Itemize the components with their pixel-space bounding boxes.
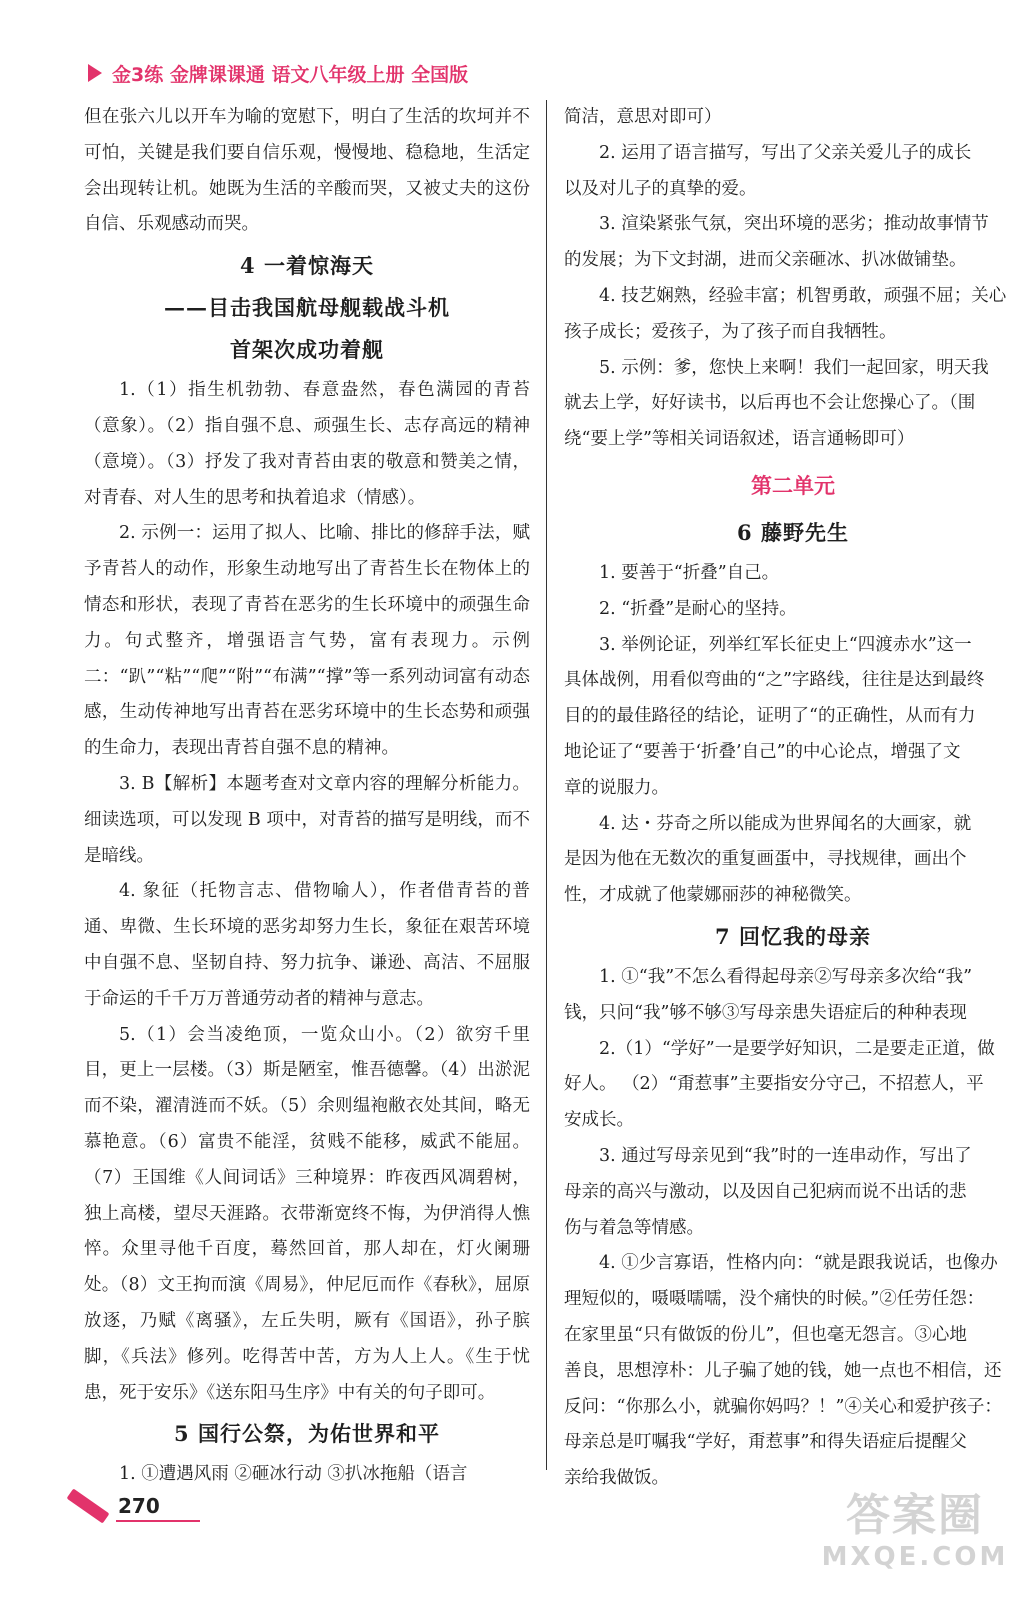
answer-paragraph: 3. 渲染紧张气氛，突出环境的恶劣；推动故事情节 [599, 214, 989, 235]
answer-paragraph: 母亲总是叮嘱我“学好，甭惹事”和得失语症后提醒父 [564, 1432, 967, 1453]
answer-paragraph: 4. 象征（托物言志、借物喻人），作者借青苔的普通、卑微、生长环境的恶劣却努力生长，象征在艰苦环境中自强不息、坚韧自持、努力抗争、谦逊、高洁、不屈服于命运的千千万万普通劳动者的精神与意志。 [84, 881, 530, 1009]
site-watermark [820, 1490, 1010, 1590]
answer-paragraph: 4. 技艺娴熟，经验丰富；机智勇敢，顽强不屈；关心 [599, 285, 1007, 306]
unit-heading: 第二单元 [751, 473, 835, 498]
answer-paragraph: 2. 运用了语言描写，写出了父亲关爱儿子的成长 [599, 142, 972, 163]
running-header [88, 56, 468, 90]
answer-paragraph: 5. 示例：爹，您快上来啊！我们一起回家，明天我 [599, 357, 989, 378]
answer-paragraph: 1. ①遭遇风雨 ②砸冰行动 ③扒冰拖船（语言 [119, 1464, 468, 1485]
section-heading: 6 藤野先生 [737, 519, 849, 545]
answer-paragraph: 4. 达・芬奇之所以能成为世界闻名的大画家，就 [599, 813, 972, 834]
answer-paragraph: 目的的最佳路径的结论，证明了“的正确性，从而有力 [564, 706, 976, 727]
answer-paragraph: 3. B【解析】本题考查对文章内容的理解分析能力。细读选项，可以发现 B 项中，对青苔的描写是明线，而不是暗线。 [84, 773, 530, 866]
right-column [564, 100, 1022, 1520]
answer-paragraph: 2. 示例一：运用了拟人、比喻、排比的修辞手法，赋予青苔人的动作，形象生动地写出了青苔生长在物体上的情态和形状，表现了青苔在恶劣的生长环境中的顽强生命力。句式整齐，增强语言气势，富有表现力。示例二：“趴”“粘”“爬”“附”“布满”“撑”等一系列动词富有动态感，生动传神地写出青苔在恶劣环境中的生长态势和顽强的生命力，表现出青苔自强不息的精神。 [84, 523, 530, 759]
answer-paragraph: 安成长。 [564, 1110, 634, 1131]
answer-paragraph: 简洁，意思对即可） [564, 107, 722, 127]
answer-paragraph: 4. ①少言寡语，性格内向：“就是跟我说话，也像办 [599, 1253, 998, 1274]
answer-paragraph: 反问：“你那么小，就骗你妈吗？！”④关心和爱护孩子： [564, 1396, 1002, 1417]
section-heading: 5 国行公祭，为佑世界和平 [174, 1421, 440, 1447]
answer-paragraph: 孩子成长；爱孩子，为了孩子而自我牺牲。 [564, 321, 897, 342]
watermark-logo-text: 答案圈 [846, 1490, 984, 1541]
answer-paragraph: 母亲的高兴与激动，以及因自己犯病而说不出话的悲 [564, 1181, 967, 1202]
section-heading: ——目击我国航母舰载战斗机 [164, 295, 450, 321]
answer-paragraph: 在家里虽“只有做饭的份儿”，但也毫无怨言。③心地 [564, 1324, 967, 1345]
answer-paragraph: 绕“要上学”等相关词语叙述，语言通畅即可） [564, 429, 915, 450]
section-heading: 4 一着惊海天 [240, 253, 374, 279]
answer-paragraph: 地论证了“要善于‘折叠’自己”的中心论点，增强了文 [564, 741, 961, 762]
page-number: 270 [116, 1494, 200, 1522]
answer-paragraph: 但在张六儿以开车为喻的宽慰下，明白了生活的坎坷并不可怕，关键是我们要自信乐观，慢慢地、稳稳地，生活定会出现转让机。她既为生活的辛酸而哭，又被丈夫的这份自信、乐观感动而哭。 [84, 107, 530, 235]
answer-paragraph: 5.（1）会当凌绝顶，一览众山小。（2）欲穷千里目，更上一层楼。（3）斯是陋室，惟吾德馨。（4）出淤泥而不染，濯清涟而不妖。（5）余则缊袍敝衣处其间，略无慕艳意。（6）富贵不能淫，贫贱不能移，威武不能屈。（7）王国维《人间词话》三种境界：昨夜西风凋碧树，独上高楼，望尽天涯路。衣带渐宽终不悔，为伊消得人憔悴。众里寻他千百度，蓦然回首，那人却在，灯火阑珊处。（8）文王拘而演《周易》，仲尼厄而作《春秋》，屈原放逐，乃赋《离骚》，左丘失明，厥有《国语》，孙子膑脚，《兵法》修列。吃得苦中苦，方为人上人。《生于忧患，死于安乐》《送东阳马生序》中有关的句子即可。 [84, 1024, 530, 1403]
section-heading: 首架次成功着舰 [230, 337, 384, 363]
pencil-icon [67, 1488, 110, 1523]
left-column [84, 100, 530, 1520]
answer-paragraph: 理短似的，嗫嗫嚅嚅，没个痛快的时候。”②任劳任怨： [564, 1289, 985, 1310]
answer-paragraph: 的发展；为下文封湖，进而父亲砸冰、扒冰做铺垫。 [564, 250, 967, 271]
answer-paragraph: 是因为他在无数次的重复画蛋中，寻找规律，画出个 [564, 849, 967, 870]
answer-paragraph: 2. “折叠”是耐心的坚持。 [599, 598, 797, 619]
answer-paragraph: 伤与着急等情感。 [564, 1217, 704, 1238]
watermark-url: MXQE.COM [821, 1542, 1009, 1572]
answer-paragraph: 1.（1）指生机勃勃、春意盎然，春色满园的青苔（意象）。（2）指自强不息、顽强生长、志存高远的精神（意境）。（3）抒发了我对青苔由衷的敬意和赞美之情，对青春、对人生的思考和执着追求（情感）。 [84, 380, 530, 508]
answer-paragraph: 就去上学，好好读书，以后再也不会让您操心了。（围 [564, 393, 976, 414]
answer-paragraph: 章的说服力。 [564, 777, 669, 798]
answer-paragraph: 1. 要善于“折叠”自己。 [599, 562, 780, 583]
answer-paragraph: 2.（1）“学好”一是要学好知识，二是要走正道，做 [599, 1038, 995, 1059]
answer-paragraph: 具体战例，用看似弯曲的“之”字路线，往往是达到最终 [564, 670, 985, 691]
triangle-bullet-icon [88, 64, 102, 82]
answer-paragraph: 3. 通过写母亲见到“我”时的一连串动作，写出了 [599, 1145, 972, 1166]
answer-paragraph: 性，才成就了他蒙娜丽莎的神秘微笑。 [564, 885, 862, 906]
page-footer [66, 1494, 200, 1522]
answer-paragraph: 善良，思想淳朴：儿子骗了她的钱，她一点也不相信，还 [564, 1360, 1002, 1381]
column-divider [546, 100, 547, 1470]
answer-paragraph: 3. 举例论证，列举红军长征史上“四渡赤水”这一 [599, 634, 972, 655]
answer-paragraph: 钱，只问“我”够不够③写母亲患失语症后的种种表现 [564, 1002, 967, 1023]
answer-paragraph: 以及对儿子的真挚的爱。 [564, 178, 757, 199]
header-title: 金3练 金牌课课通 语文八年级上册 全国版 [112, 63, 469, 86]
answer-paragraph: 亲给我做饭。 [564, 1468, 669, 1489]
answer-paragraph: 好人。 （2）“甭惹事”主要指安分守己，不招惹人，平 [564, 1074, 984, 1095]
answer-paragraph: 1. ①“我”不怎么看得起母亲②写母亲多次给“我” [599, 966, 973, 987]
section-heading: 7 回忆我的母亲 [715, 923, 871, 949]
